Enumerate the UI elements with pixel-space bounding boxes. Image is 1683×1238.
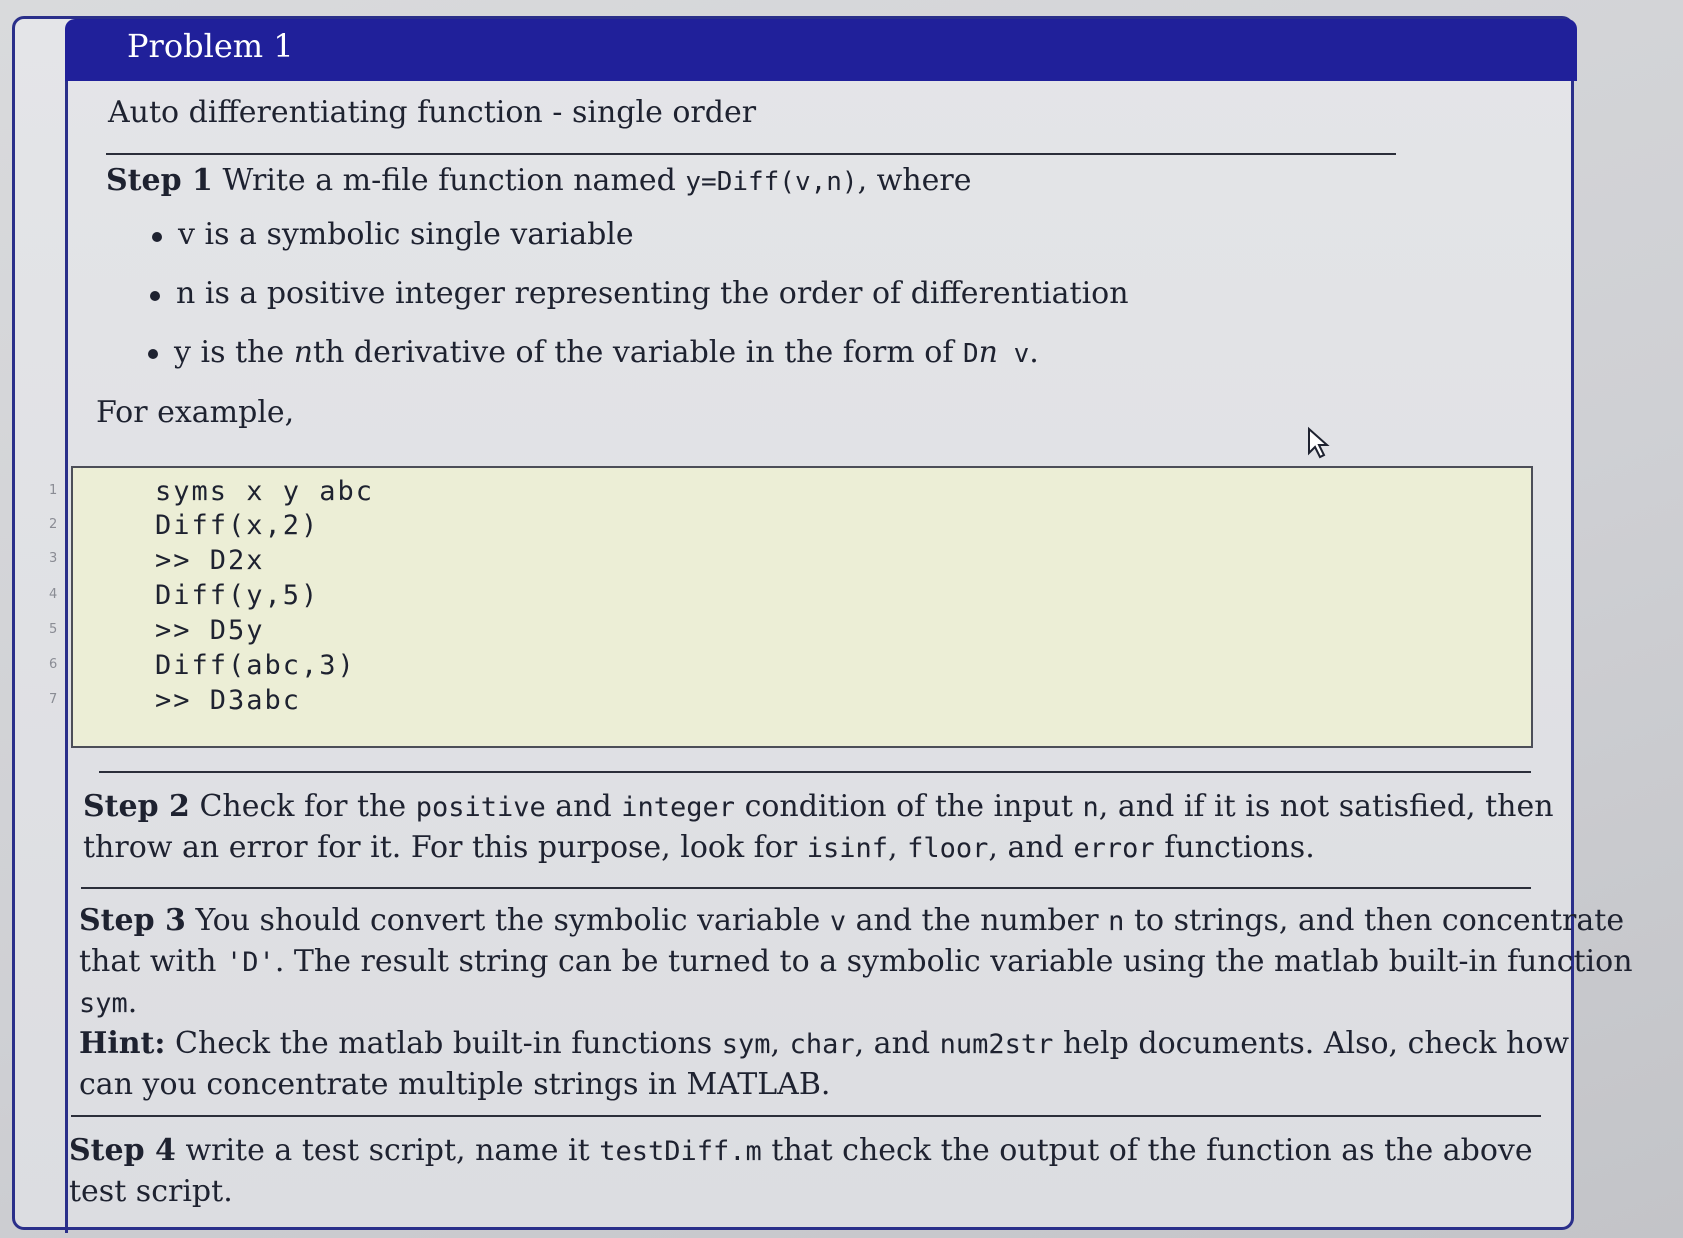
function-signature: y=Diff(v,n) bbox=[685, 167, 858, 197]
line-number: 1 bbox=[49, 483, 58, 498]
divider bbox=[71, 1115, 1541, 1117]
step1-label: Step 1 bbox=[106, 163, 213, 198]
problem-subtitle: Auto differentiating function - single order bbox=[108, 95, 757, 130]
code-line: >> D2x bbox=[155, 545, 265, 576]
line-number: 3 bbox=[49, 551, 58, 566]
line-number: 5 bbox=[49, 622, 58, 637]
code-line: Diff(abc,3) bbox=[155, 650, 356, 681]
code-line: Diff(y,5) bbox=[155, 580, 320, 611]
line-number: 6 bbox=[49, 657, 58, 672]
bullet-icon bbox=[150, 291, 160, 301]
code-line: Diff(x,2) bbox=[155, 510, 320, 541]
step2-label: Step 2 bbox=[83, 789, 190, 824]
code-line: >> D3abc bbox=[155, 685, 302, 716]
step2-paragraph: Step 2 Check for the positive and integer condition of the input n, and if it is not satisfied, then throw an error for it. For this purpose, look for isinf, floor, and error functions. bbox=[83, 789, 1554, 865]
problem-header bbox=[65, 19, 1577, 81]
bullet-item: n is a positive integer representing the order of differentiation bbox=[176, 276, 1129, 311]
mouse-pointer-icon bbox=[1307, 427, 1331, 459]
step1-heading: Step 1 Write a m-file function named y=Diff(v,n), where bbox=[106, 163, 972, 198]
bullet-icon bbox=[152, 232, 162, 242]
step4-label: Step 4 bbox=[69, 1133, 176, 1168]
divider bbox=[99, 771, 1531, 773]
divider bbox=[106, 153, 1396, 155]
line-number: 2 bbox=[49, 517, 58, 532]
problem-title: Problem 1 bbox=[127, 27, 294, 65]
example-label: For example, bbox=[96, 395, 295, 430]
line-number: 7 bbox=[49, 692, 58, 707]
code-line: >> D5y bbox=[155, 615, 265, 646]
bullet-icon bbox=[148, 349, 158, 359]
step4-paragraph: Step 4 write a test script, name it testDiff.m that check the output of the function as the above test script. bbox=[69, 1133, 1533, 1209]
code-line: syms x y abc bbox=[155, 476, 375, 507]
divider bbox=[81, 887, 1531, 889]
step3-paragraph: Step 3 You should convert the symbolic variable v and the number n to strings, and then concentrate that with 'D'. The result string can be turned to a symbolic variable using the matlab built-in function sym. Hint: Check the matlab built-in functions sym, char, and num2str help documents. Also, check how can you concentrate multiple strings in MATLAB. bbox=[79, 903, 1633, 1102]
bullet-item: y is the nth derivative of the variable in the form of Dn v. bbox=[174, 335, 1039, 370]
problem-box bbox=[12, 16, 1633, 1230]
line-number: 4 bbox=[49, 587, 58, 602]
hint-line: Hint: Check the matlab built-in functions sym, char, and num2str help documents. Also, check how bbox=[79, 1026, 1570, 1061]
step3-label: Step 3 bbox=[79, 903, 186, 938]
hint-label: Hint: bbox=[79, 1026, 166, 1061]
bullet-item: v is a symbolic single variable bbox=[178, 217, 634, 252]
code-block bbox=[71, 466, 1533, 748]
